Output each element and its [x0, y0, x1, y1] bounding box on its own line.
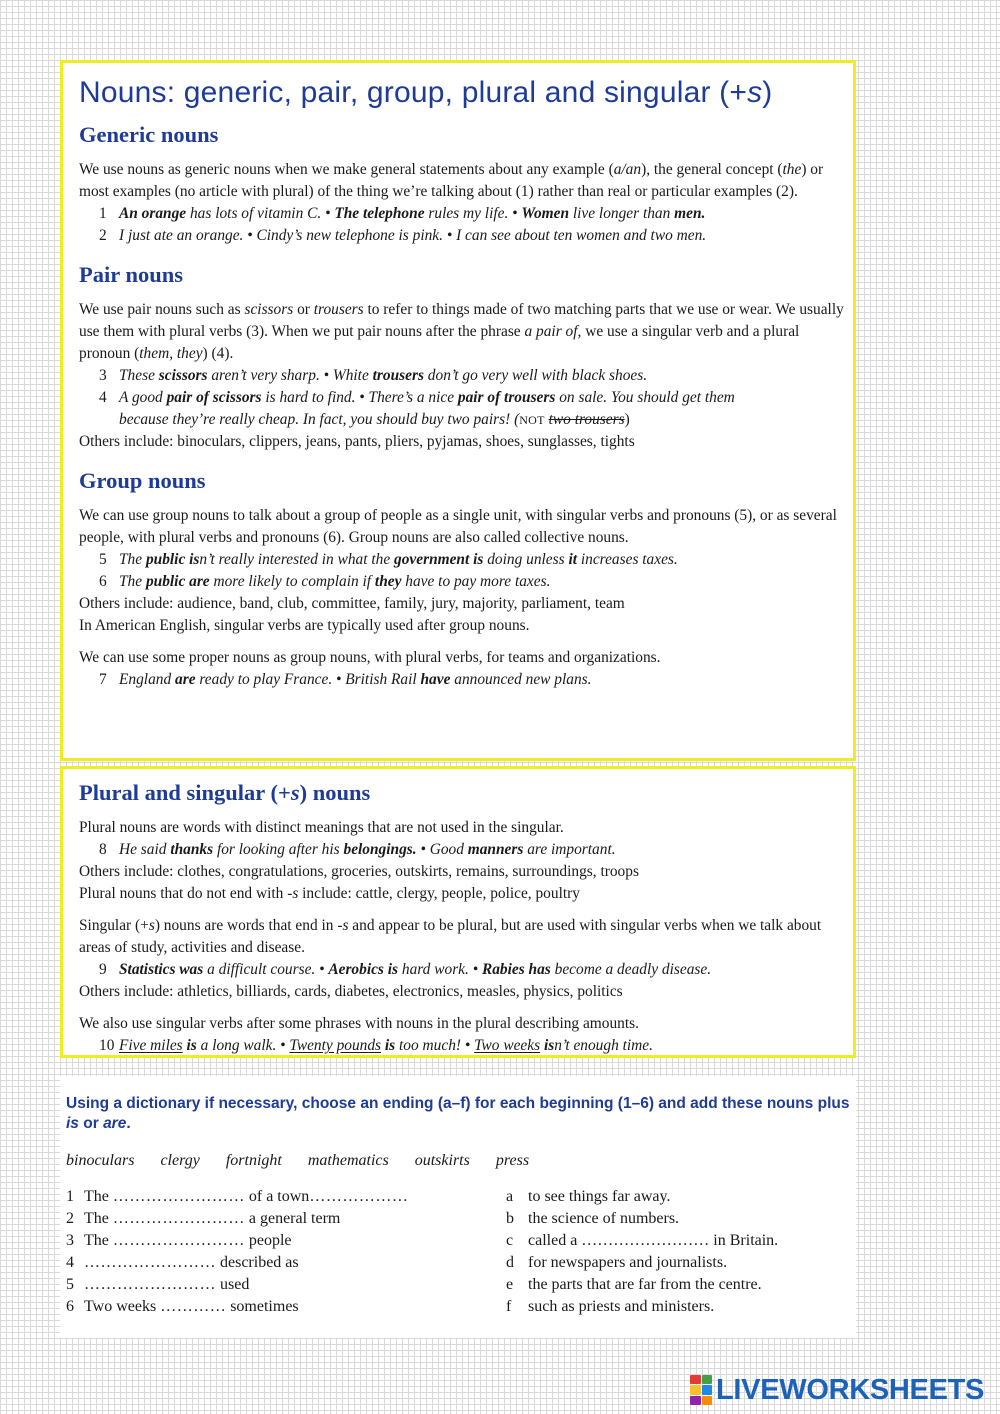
group-examples [79, 549, 853, 637]
grammar-panel-1 [60, 60, 856, 761]
word-bank-item: fortnight [225, 1152, 282, 1169]
ending-item: b the science of numbers. [506, 1210, 680, 1227]
pair-explanation: We use pair nouns such as scissors or trousers to refer to things made of two matching parts that we use or wear. We usually use them with plural verbs (3). When we put pair nouns after the phrase a pair of, we use a singular verb and a plural pronoun (them, they) (4). [79, 301, 844, 362]
word-bank-item: mathematics [307, 1152, 389, 1169]
endings-list [506, 1186, 846, 1318]
ending-item: c called a …………………… in Britain. [506, 1232, 779, 1249]
plural-explanation: Plural nouns are words with distinct meanings that are not used in the singular. [79, 819, 564, 836]
plural-section [79, 817, 853, 1057]
heading-group-nouns: Group nouns [79, 468, 206, 493]
word-bank-item: binoculars [66, 1152, 135, 1169]
example-10: 10 Five miles is a long walk. • Twenty pounds is too much! • Two weeks isn’t enough time. [99, 1037, 653, 1054]
ending-item: d for newspapers and journalists. [506, 1254, 728, 1271]
generic-examples [79, 203, 853, 247]
example-2: 2 I just ate an orange. • Cindy’s new telephone is pink. • I can see about ten women and two men. [99, 227, 707, 244]
generic-explanation: We use nouns as generic nouns when we make general statements about any example (a/an), the general concept (the) or most examples (no article with plural) of the thing we’re talking about (1) rather than real or particular examples (2). [79, 161, 824, 200]
answer-blank[interactable]: …………………… [112, 1210, 245, 1227]
beginning-item: 5 …………………… used [66, 1276, 250, 1293]
heading-generic-nouns: Generic nouns [79, 122, 219, 147]
beginning-item: 2 The …………………… a general term [66, 1210, 341, 1227]
answer-blank[interactable]: …………………… [84, 1276, 216, 1293]
heading-plural-singular: Plural and singular (+s) nouns [79, 780, 371, 805]
beginning-item: 3 The …………………… people [66, 1232, 292, 1249]
beginnings-list [66, 1186, 506, 1318]
singular-others: Others include: athletics, billiards, cards, diabetes, electronics, measles, physics, politics [79, 983, 623, 1000]
ending-item: f such as priests and ministers. [506, 1298, 715, 1315]
plural-no-s: Plural nouns that do not end with -s include: cattle, clergy, people, police, poultry [79, 885, 580, 902]
grammar-panel-2 [60, 766, 856, 1058]
plural-others: Others include: clothes, congratulations, groceries, outskirts, remains, surroundings, troops [79, 863, 639, 880]
ending-item: e the parts that are far from the centre. [506, 1276, 762, 1293]
heading-pair-nouns: Pair nouns [79, 262, 183, 287]
answer-blank[interactable]: …………………… [112, 1232, 245, 1249]
group-others: Others include: audience, band, club, committee, family, jury, majority, parliament, team [79, 595, 625, 612]
exercise-section [60, 1076, 856, 1338]
word-bank-item: outskirts [414, 1152, 470, 1169]
word-bank-item: press [495, 1152, 530, 1169]
singular-s-explanation: Singular (+s) nouns are words that end in -s and appear to be plural, but are used with singular verbs when we talk about areas of study, activities and disease. [79, 917, 822, 956]
beginning-item: 1 The …………………… of a town……………… [66, 1188, 409, 1205]
answer-blank[interactable]: ………… [160, 1298, 227, 1315]
example-9: 9 Statistics was a difficult course. • Aerobics is hard work. • Rabies has become a deadly disease. [99, 961, 712, 978]
word-bank-item: clergy [160, 1152, 200, 1169]
example-8: 8 He said thanks for looking after his belongings. • Good manners are important. [99, 841, 616, 858]
logo-text: LIVEWORKSHEETS [716, 1373, 985, 1406]
page-title: Nouns: generic, pair, group, plural and singular (+s) [79, 76, 773, 109]
answer-blank[interactable]: …………………… [112, 1188, 245, 1205]
group-explanation: We can use group nouns to talk about a group of people as a single unit, with singular verbs and pronouns (5), or as several people, with plural verbs and pronouns (6). Group nouns are also called collective nouns. [79, 507, 837, 546]
example-3: 3 These scissors aren’t very sharp. • White trousers don’t go very well with black shoes. [99, 367, 648, 384]
example-4: 4 A good pair of scissors is hard to find. • There’s a nice pair of trousers on sale. You should get them [99, 389, 735, 406]
group-american-note: In American English, singular verbs are typically used after group nouns. [79, 617, 530, 634]
example-4-continued: because they’re really cheap. In fact, you should buy two pairs! (NOT two trousers) [119, 411, 630, 428]
ending-item: a to see things far away. [506, 1188, 671, 1205]
group-proper-nouns: We can use some proper nouns as group nouns, with plural verbs, for teams and organizations. [79, 649, 661, 666]
word-bank [66, 1152, 856, 1170]
example-5: 5 The public isn’t really interested in what the government is doing unless it increases taxes. [99, 551, 678, 568]
example-7: 7 England are ready to play France. • British Rail have announced new plans. [99, 671, 592, 688]
amounts-explanation: We also use singular verbs after some phrases with nouns in the plural describing amounts. [79, 1015, 639, 1032]
answer-blank[interactable]: …………………… [84, 1254, 216, 1271]
beginning-item: 6 Two weeks ………… sometimes [66, 1298, 299, 1315]
example-6: 6 The public are more likely to complain if they have to pay more taxes. [99, 573, 551, 590]
beginning-item: 4 …………………… described as [66, 1254, 299, 1271]
liveworksheets-logo[interactable] [690, 1372, 984, 1408]
logo-icon [690, 1375, 712, 1405]
exercise-instructions: Using a dictionary if necessary, choose an ending (a–f) for each beginning (1–6) and add these nouns plus is or are. [66, 1095, 850, 1132]
example-1: 1 An orange has lots of vitamin C. • The telephone rules my life. • Women live longer than men. [99, 205, 706, 222]
pair-examples [79, 365, 853, 453]
pair-others: Others include: binoculars, clippers, jeans, pants, pliers, pyjamas, shoes, sunglasses, tights [79, 433, 635, 450]
